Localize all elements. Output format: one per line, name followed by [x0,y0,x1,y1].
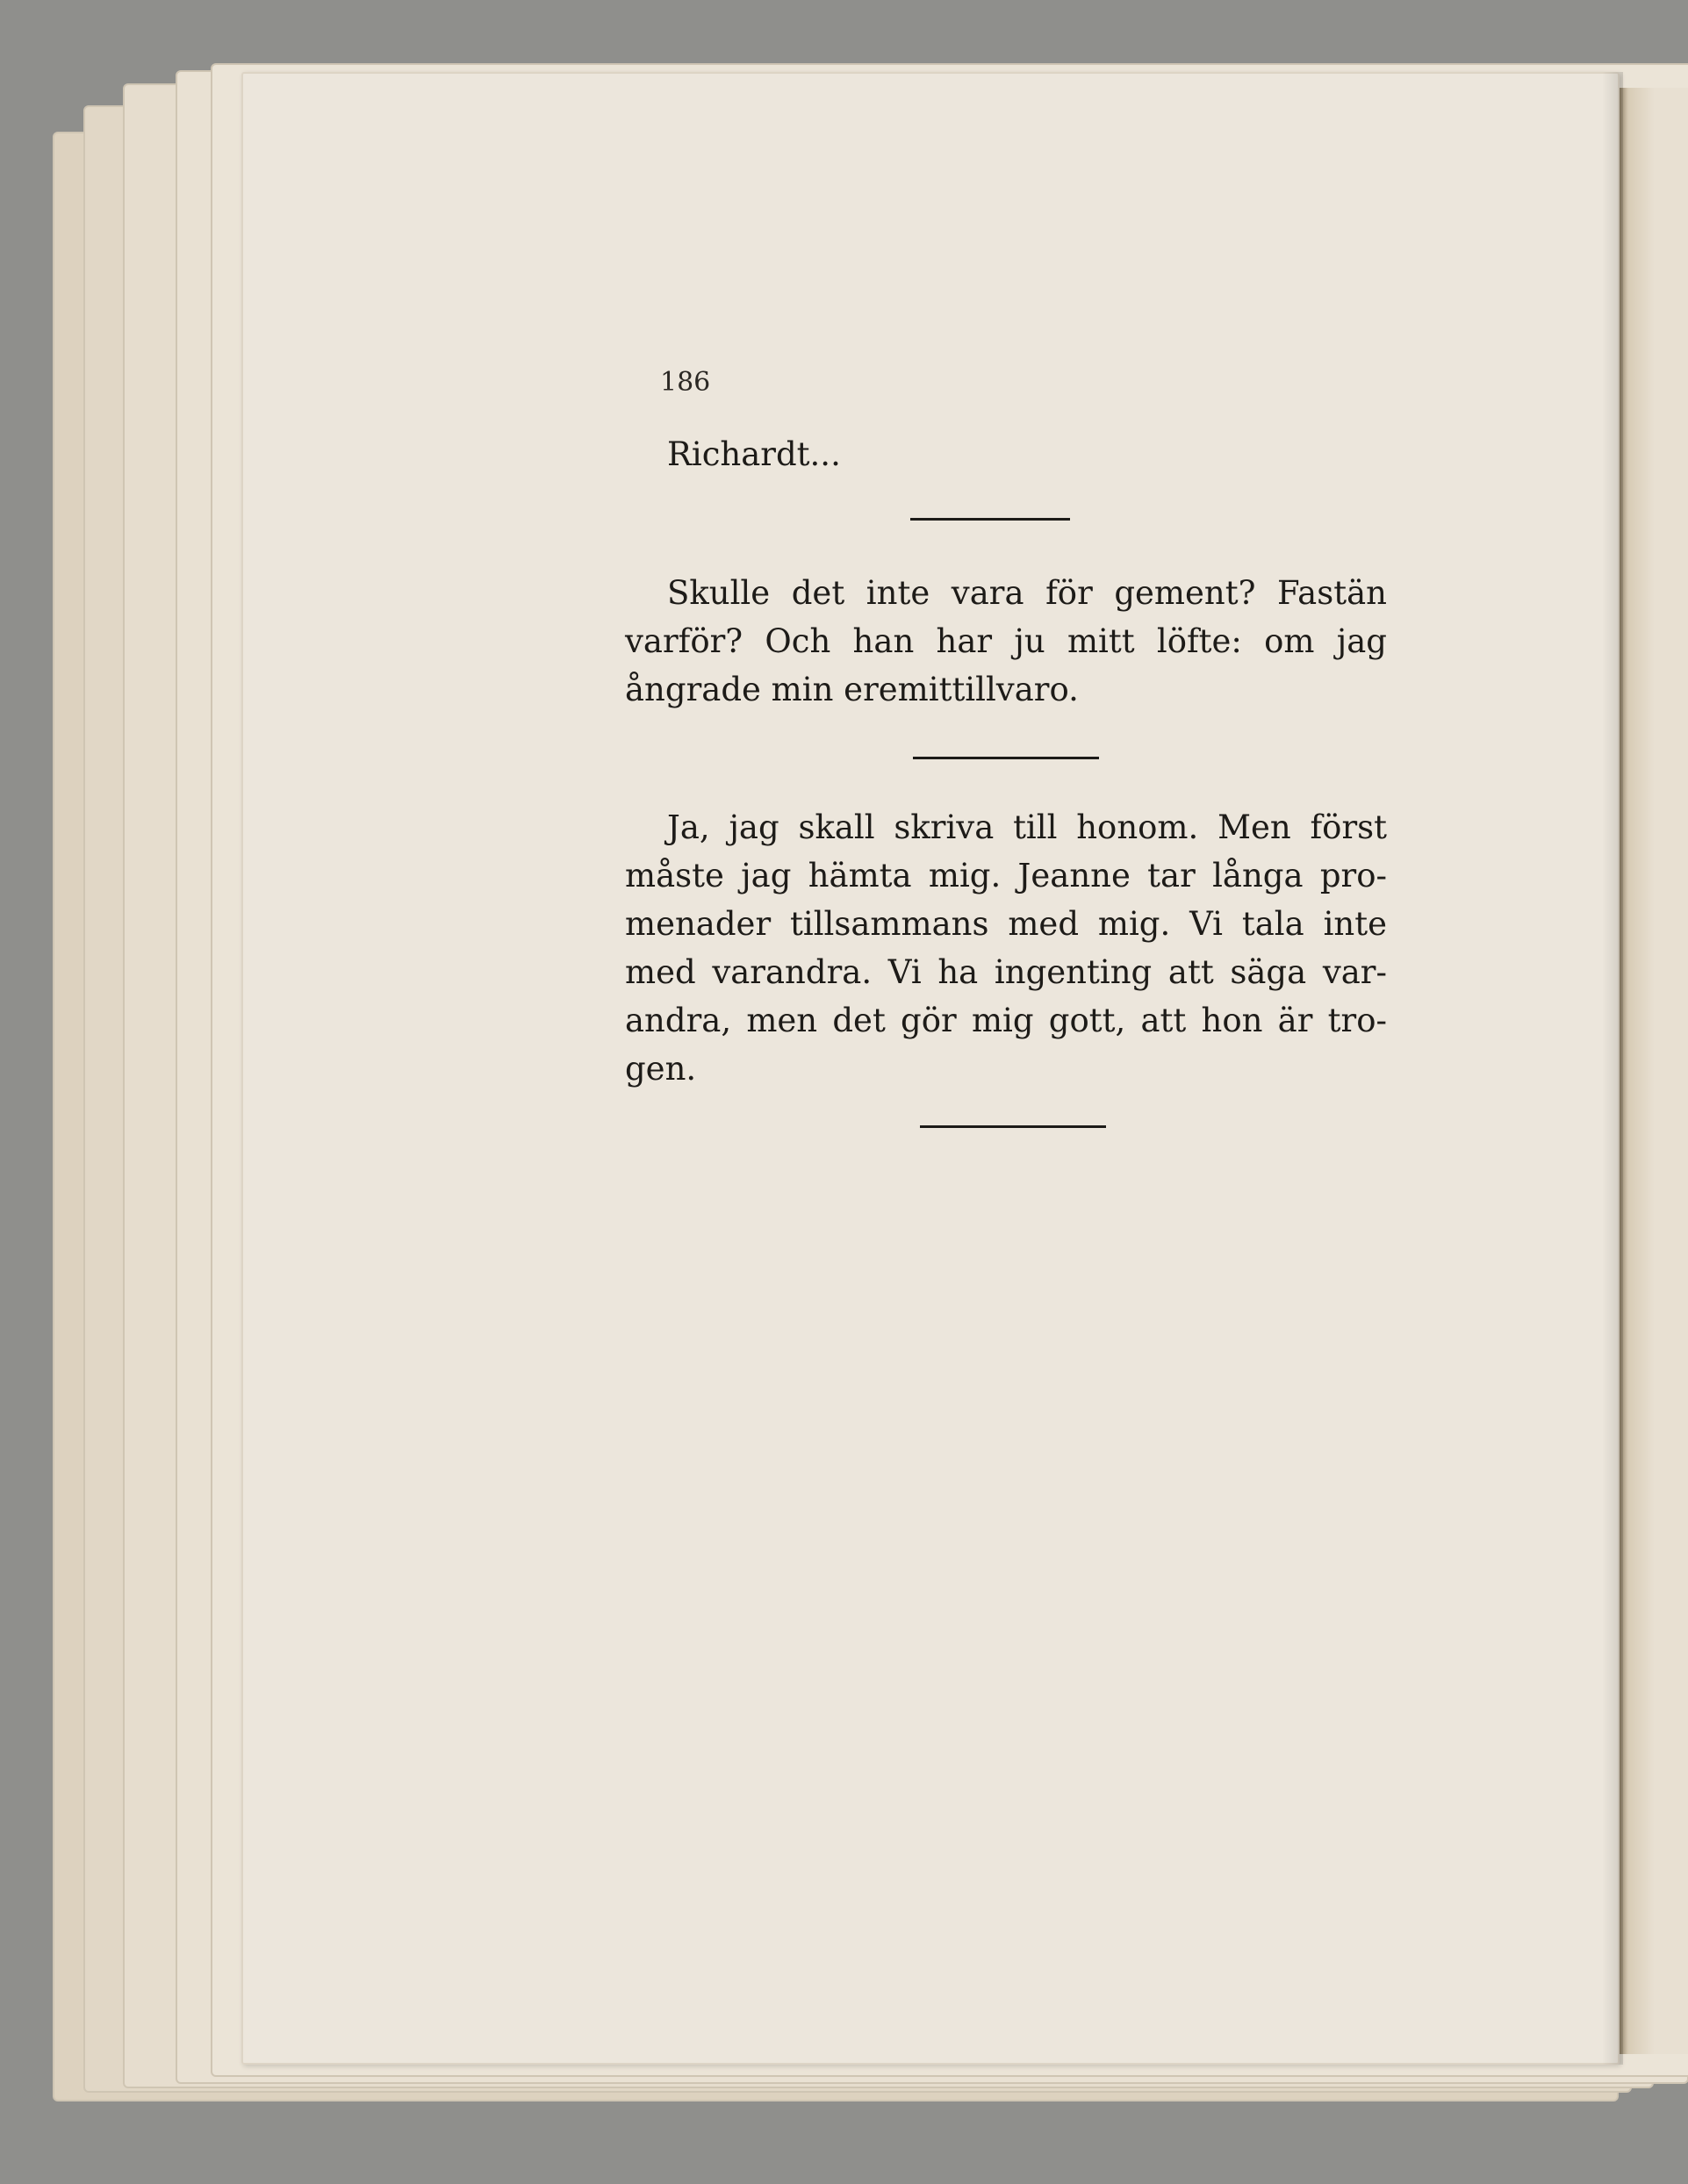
text-line: Richardt... [667,435,841,473]
text-line: ångrade min eremittillvaro. [625,671,1079,708]
section-divider [920,1125,1106,1128]
text-line: Skulle det inte vara för gement? Fastän [667,574,1387,612]
text-line: måste jag hämta mig. Jeanne tar långa pro- [625,857,1387,894]
opening-line [625,430,1387,478]
facing-page-edge [1620,88,1688,2054]
paragraph-2 [625,803,1387,1093]
text-line: Ja, jag skall skriva till honom. Men först [667,808,1387,846]
paragraph-1 [625,569,1387,714]
text-line: menader tillsammans med mig. Vi tala inte [625,905,1387,943]
text-line: andra, men det gör mig gott, att hon är tro- [625,1002,1387,1039]
text-line: gen. [625,1050,697,1088]
section-divider [913,757,1099,759]
spine-shadow [1602,72,1623,2065]
text-line: varför? Och han har ju mitt löfte: om jag [625,622,1387,660]
text-line: med varandra. Vi ha ingenting att säga var- [625,953,1387,991]
section-divider [910,518,1070,521]
page-number: 186 [660,367,711,398]
